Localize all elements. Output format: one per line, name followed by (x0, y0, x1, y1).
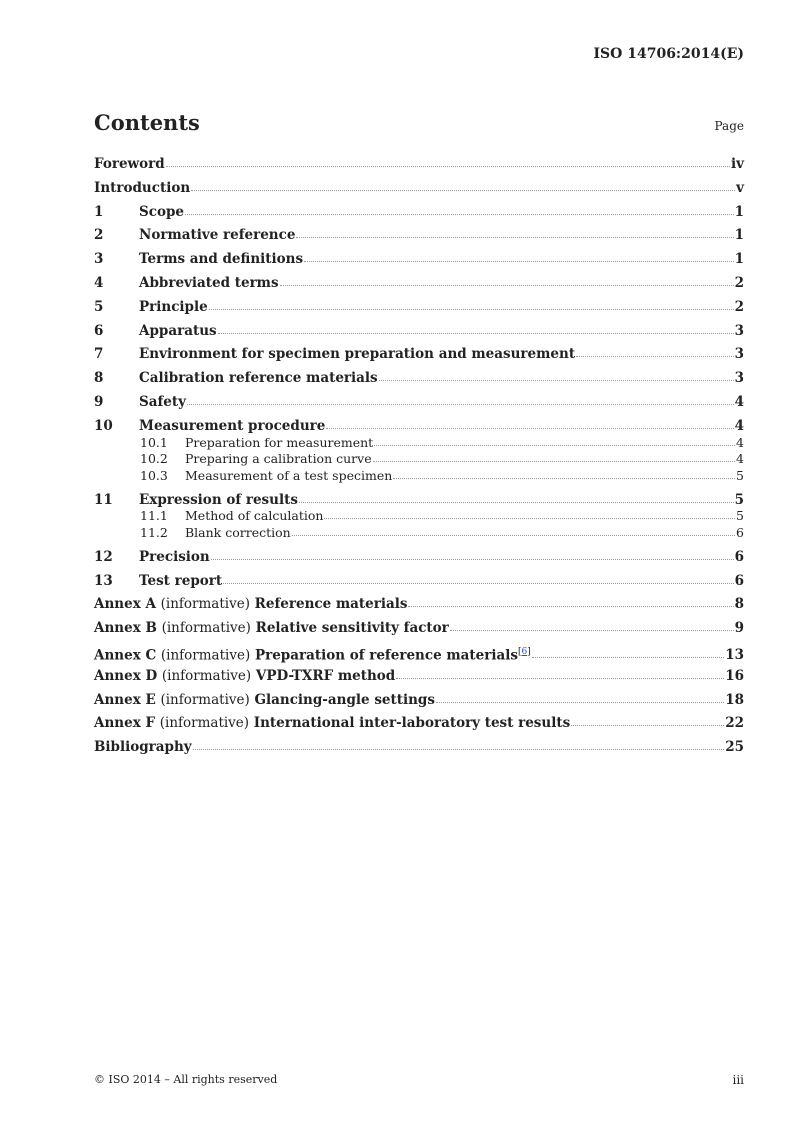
toc-page: 6 (734, 572, 744, 589)
dot-leader (374, 444, 735, 446)
subclause-number: 10.1 (140, 434, 168, 450)
toc-page: 4 (736, 451, 744, 467)
toc-title: Expression of results (139, 491, 298, 508)
toc-title (94, 593, 407, 617)
dot-leader (191, 189, 735, 191)
annex-label: Annex C (94, 647, 157, 664)
clause-number: 1 (94, 203, 104, 220)
dot-leader (436, 701, 724, 703)
toc-title: Method of calculation (185, 508, 324, 524)
clause-number: 8 (94, 370, 104, 387)
toc-entry-subclause-10-2[interactable] (94, 451, 744, 468)
toc-entry-subclause-10-3[interactable] (94, 468, 744, 485)
subclause-number: 10.2 (140, 451, 168, 467)
annex-label: Annex F (94, 715, 156, 732)
toc-page: 6 (734, 548, 744, 565)
dot-leader (187, 403, 734, 405)
dot-leader (296, 236, 733, 238)
toc-page: 3 (734, 346, 744, 363)
dot-leader (324, 517, 735, 519)
page-column-label: Page (714, 119, 744, 133)
toc-page: 5 (736, 508, 744, 524)
footer-page-number: iii (732, 1073, 744, 1087)
reference-bracket-open: [ (517, 646, 522, 657)
toc-page: 3 (734, 370, 744, 387)
dot-leader (292, 534, 735, 536)
dot-leader (396, 677, 724, 679)
toc-entry-clause-4[interactable] (94, 272, 744, 296)
annex-label: Annex E (94, 691, 156, 708)
dot-leader (326, 427, 733, 429)
toc-title (94, 665, 395, 689)
toc-title (94, 689, 435, 713)
clause-number: 9 (94, 393, 104, 410)
dot-leader (571, 724, 724, 726)
dot-leader (223, 582, 733, 584)
toc-page: 5 (734, 491, 744, 508)
toc-entry-foreword[interactable] (94, 153, 744, 177)
toc-entry-bibliography[interactable] (94, 736, 744, 760)
dot-leader (193, 748, 725, 750)
dot-leader (379, 379, 734, 381)
table-of-contents (94, 153, 744, 760)
reference-bracket-close: ] (527, 646, 531, 657)
toc-page: 9 (734, 620, 744, 637)
toc-entry-clause-1[interactable] (94, 201, 744, 225)
toc-page: 13 (725, 647, 744, 664)
dot-leader (166, 165, 730, 167)
annex-kind: (informative) (161, 620, 251, 637)
toc-title: Bibliography (94, 739, 192, 756)
subclause-group-10 (94, 435, 744, 485)
toc-entry-subclause-11-2[interactable] (94, 525, 744, 542)
dot-leader (280, 284, 734, 286)
dot-leader (185, 213, 734, 215)
toc-page: 1 (734, 251, 744, 268)
toc-title: Environment for specimen preparation and measurement (139, 346, 576, 363)
toc-title: Precision (139, 548, 210, 565)
toc-page: 4 (734, 417, 744, 434)
annex-kind: (informative) (160, 596, 250, 613)
annex-title: International inter-laboratory test results (253, 715, 571, 732)
toc-entry-annex-c[interactable] (94, 641, 744, 665)
clause-number: 12 (94, 548, 113, 565)
annex-kind: (informative) (160, 691, 250, 708)
clause-number: 2 (94, 227, 104, 244)
toc-title: Safety (139, 393, 186, 410)
toc-entry-subclause-11-1[interactable] (94, 508, 744, 525)
toc-entry-clause-13[interactable] (94, 570, 744, 594)
annex-label: Annex D (94, 667, 158, 684)
toc-page: 1 (734, 227, 744, 244)
toc-title: Principle (139, 298, 208, 315)
toc-title: Normative reference (139, 227, 296, 244)
toc-page: 22 (725, 715, 744, 732)
toc-entry-annex-a[interactable] (94, 593, 744, 617)
toc-entry-annex-b[interactable] (94, 617, 744, 641)
clause-number: 5 (94, 298, 104, 315)
toc-page: 4 (736, 434, 744, 450)
toc-title: Introduction (94, 179, 191, 196)
toc-page: 4 (734, 393, 744, 410)
toc-entry-clause-6[interactable] (94, 320, 744, 344)
toc-entry-clause-7[interactable] (94, 343, 744, 367)
toc-title: Scope (139, 203, 185, 220)
annex-label: Annex A (94, 596, 156, 613)
clause-number: 7 (94, 346, 104, 363)
toc-page: 25 (725, 739, 744, 756)
toc-page: 6 (736, 525, 744, 541)
toc-page: v (736, 179, 744, 196)
dot-leader (393, 477, 735, 479)
toc-title: Blank correction (185, 525, 291, 541)
toc-title: Abbreviated terms (139, 274, 279, 291)
toc-page: iv (731, 156, 744, 172)
toc-page: 2 (734, 298, 744, 315)
toc-title: Test report (139, 572, 223, 589)
toc-entry-clause-5[interactable] (94, 296, 744, 320)
bibliography-reference-link[interactable]: 6 (521, 646, 528, 657)
dot-leader (450, 629, 734, 631)
dot-leader (408, 605, 733, 607)
annex-title: Relative sensitivity factor (255, 620, 449, 637)
annex-kind: (informative) (161, 667, 252, 684)
document-id: ISO 14706:2014(E) (593, 46, 744, 62)
toc-title (94, 617, 449, 641)
toc-title: Measurement procedure (139, 417, 326, 434)
toc-title: Foreword (94, 156, 165, 172)
clause-number: 4 (94, 274, 104, 291)
subclause-number: 11.2 (140, 525, 168, 541)
toc-entry-annex-d[interactable] (94, 665, 744, 689)
dot-leader (373, 460, 735, 462)
dot-leader (209, 308, 734, 310)
annex-title: VPD-TXRF method (255, 667, 396, 684)
dot-leader (532, 656, 725, 658)
toc-entry-clause-8[interactable] (94, 367, 744, 391)
toc-entry-clause-12[interactable] (94, 546, 744, 570)
toc-title: Apparatus (139, 322, 217, 339)
annex-label: Annex B (94, 620, 157, 637)
toc-entry-subclause-10-1[interactable] (94, 435, 744, 452)
subclause-number: 11.1 (140, 508, 168, 524)
toc-entry-clause-9[interactable] (94, 391, 744, 415)
toc-page: 2 (734, 274, 744, 291)
clause-number: 13 (94, 572, 113, 589)
toc-entry-annex-e[interactable] (94, 689, 744, 713)
toc-entry-clause-3[interactable] (94, 248, 744, 272)
annex-title: Reference materials (254, 596, 408, 613)
dot-leader (218, 332, 734, 334)
toc-page: 1 (734, 203, 744, 220)
annex-kind: (informative) (160, 647, 251, 664)
toc-entry-introduction[interactable] (94, 177, 744, 201)
toc-page: 3 (734, 322, 744, 339)
toc-title (94, 712, 570, 736)
toc-page: 16 (725, 667, 744, 684)
toc-title: Terms and definitions (139, 251, 304, 268)
subclause-group-11 (94, 508, 744, 541)
clause-number: 10 (94, 417, 113, 434)
toc-title: Preparing a calibration curve (185, 451, 372, 467)
clause-number: 11 (94, 491, 113, 508)
dot-leader (304, 260, 734, 262)
contents-heading: Contents (94, 110, 200, 135)
annex-title: Glancing-angle settings (254, 691, 435, 708)
toc-entry-clause-2[interactable] (94, 224, 744, 248)
clause-number: 3 (94, 251, 104, 268)
toc-page: 5 (736, 467, 744, 483)
clause-number: 6 (94, 322, 104, 339)
annex-kind: (informative) (159, 715, 250, 732)
footer-copyright: © ISO 2014 – All rights reserved (94, 1073, 278, 1086)
dot-leader (211, 558, 734, 560)
annex-title: Preparation of reference materials (254, 647, 518, 664)
dot-leader (576, 355, 734, 357)
toc-title: Preparation for measurement (185, 434, 374, 450)
toc-page: 18 (725, 691, 744, 708)
subclause-number: 10.3 (140, 467, 168, 483)
toc-entry-annex-f[interactable] (94, 712, 744, 736)
toc-title: Calibration reference materials (139, 370, 378, 387)
toc-page: 8 (734, 596, 744, 613)
dot-leader (299, 501, 734, 503)
toc-title: Measurement of a test specimen (185, 467, 393, 483)
